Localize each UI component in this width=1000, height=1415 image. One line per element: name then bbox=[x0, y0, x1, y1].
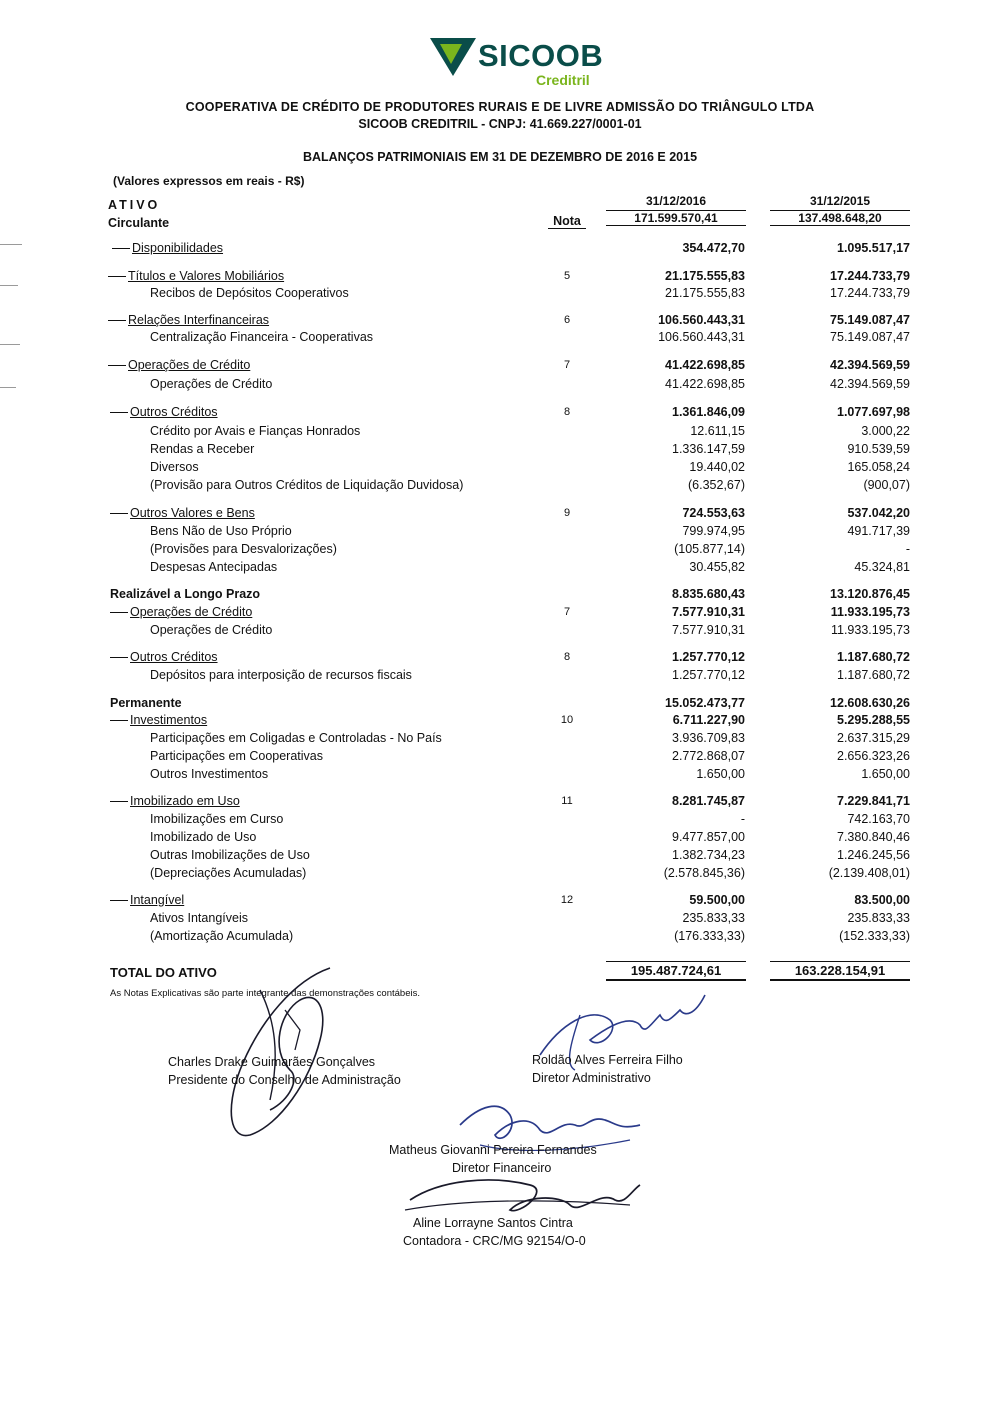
value-2015: 910.539,59 bbox=[847, 442, 910, 456]
value-2015: 1.077.697,98 bbox=[837, 405, 910, 419]
row-ativos-intangiveis bbox=[0, 911, 1000, 929]
value-2016: 7.577.910,31 bbox=[672, 605, 745, 619]
row-investimentos bbox=[0, 713, 1000, 731]
value-2016: 1.650,00 bbox=[696, 767, 745, 781]
value-2016: 3.936.709,83 bbox=[672, 731, 745, 745]
row-imobilizado-uso bbox=[0, 794, 1000, 812]
row-label: Imobilizações em Curso bbox=[150, 812, 284, 826]
value-2016: 799.974,95 bbox=[682, 524, 745, 538]
value-2016: (2.578.845,36) bbox=[663, 866, 745, 880]
total-label: TOTAL DO ATIVO bbox=[110, 965, 217, 980]
value-2015: (900,07) bbox=[863, 478, 910, 492]
row-label: Imobilizado de Uso bbox=[150, 830, 257, 844]
value-2015: 1.187.680,72 bbox=[837, 650, 910, 664]
row-label: Operações de Crédito bbox=[110, 605, 252, 619]
value-2016: 724.553,63 bbox=[682, 506, 745, 520]
row-label: Depósitos para interposição de recursos fiscais bbox=[150, 668, 412, 682]
sicoob-logo bbox=[428, 34, 628, 90]
total-2016: 195.487.724,61 bbox=[606, 961, 746, 981]
row-label: Outros Créditos bbox=[110, 405, 218, 419]
row-provisoes-desvalorizacoes bbox=[0, 542, 1000, 560]
row-label: (Amortização Acumulada) bbox=[150, 929, 294, 943]
document-title: BALANÇOS PATRIMONIAIS EM 31 DE DEZEMBRO DE 2016 E 2015 bbox=[302, 150, 698, 164]
value-2015: 42.394.569,59 bbox=[830, 358, 910, 372]
value-2016: 9.477.857,00 bbox=[672, 830, 745, 844]
value-2015: 11.933.195,73 bbox=[830, 623, 910, 637]
signatory-role: Diretor Financeiro bbox=[452, 1161, 552, 1175]
value-2015: 13.120.876,45 bbox=[830, 587, 910, 601]
row-lp-operacoes-credito bbox=[0, 605, 1000, 623]
sicoob-logo-icon bbox=[428, 34, 478, 78]
row-realizavel-longo-prazo bbox=[0, 587, 1000, 605]
row-label: Ativos Intangíveis bbox=[150, 911, 248, 925]
row-nota: 12 bbox=[560, 894, 574, 906]
row-nota: 6 bbox=[563, 314, 571, 326]
value-2015: 491.717,39 bbox=[847, 524, 910, 538]
section-circulante: Circulante bbox=[108, 216, 170, 230]
row-nota: 8 bbox=[563, 651, 571, 663]
signatory-role: Diretor Administrativo bbox=[532, 1071, 651, 1085]
row-nota: 8 bbox=[563, 406, 571, 418]
row-label: Títulos e Valores Mobiliários bbox=[108, 269, 284, 283]
row-recibos bbox=[0, 286, 1000, 304]
value-2016: - bbox=[740, 812, 745, 826]
row-label: (Depreciações Acumuladas) bbox=[150, 866, 307, 880]
value-2016: 106.560.443,31 bbox=[658, 330, 745, 344]
row-permanente bbox=[0, 696, 1000, 714]
value-2015: 11.933.195,73 bbox=[830, 605, 910, 619]
company-cnpj: SICOOB CREDITRIL - CNPJ: 41.669.227/0001-01 bbox=[358, 117, 642, 131]
signatory-name: Roldão Alves Ferreira Filho bbox=[532, 1053, 683, 1067]
value-2016: 106.560.443,31 bbox=[658, 313, 745, 327]
row-nota: 9 bbox=[563, 507, 571, 519]
row-titulos bbox=[0, 269, 1000, 287]
row-despesas-antecipadas bbox=[0, 560, 1000, 578]
row-label: Relações Interfinanceiras bbox=[108, 313, 269, 327]
company-name: COOPERATIVA DE CRÉDITO DE PRODUTORES RURAIS E DE LIVRE ADMISSÃO DO TRIÂNGULO LTDA bbox=[185, 100, 815, 114]
footnote: As Notas Explicativas são parte integrante das demonstrações contábeis. bbox=[110, 988, 420, 999]
value-2015: 537.042,20 bbox=[847, 506, 910, 520]
row-label: Operações de Crédito bbox=[108, 358, 250, 372]
row-label: Diversos bbox=[150, 460, 199, 474]
units-note: (Valores expressos em reais - R$) bbox=[113, 174, 305, 188]
value-2016: 6.711.227,90 bbox=[672, 713, 745, 727]
signatory-name: Matheus Giovanni Pereira Fernandes bbox=[389, 1143, 597, 1157]
row-label: Permanente bbox=[110, 696, 182, 710]
value-2015: 1.095.517,17 bbox=[837, 241, 910, 255]
row-relacoes bbox=[0, 313, 1000, 331]
value-2016: 15.052.473,77 bbox=[665, 696, 745, 710]
circulante-total-2015: 137.498.648,20 bbox=[770, 210, 910, 226]
row-nota: 10 bbox=[560, 714, 574, 726]
value-2016: 1.336.147,59 bbox=[672, 442, 745, 456]
row-participacoes-cooperativas bbox=[0, 749, 1000, 767]
value-2016: (176.333,33) bbox=[674, 929, 745, 943]
date-2016-header: 31/12/2016 bbox=[645, 194, 707, 208]
value-2016: 2.772.868,07 bbox=[672, 749, 745, 763]
value-2016: 19.440,02 bbox=[689, 460, 745, 474]
total-ativo-row bbox=[0, 965, 1000, 985]
row-label: Participações em Cooperativas bbox=[150, 749, 323, 763]
value-2016: 21.175.555,83 bbox=[665, 269, 745, 283]
signatory-role: Presidente do Conselho de Administração bbox=[168, 1073, 401, 1087]
total-2015: 163.228.154,91 bbox=[770, 961, 910, 981]
value-2016: 7.577.910,31 bbox=[672, 623, 745, 637]
value-2016: 41.422.698,85 bbox=[665, 358, 745, 372]
row-label: Rendas a Receber bbox=[150, 442, 255, 456]
row-bens-nao-uso bbox=[0, 524, 1000, 542]
row-operacoes-credito bbox=[0, 358, 1000, 376]
value-2016: 235.833,33 bbox=[682, 911, 745, 925]
value-2015: 2.656.323,26 bbox=[837, 749, 910, 763]
row-depreciacoes bbox=[0, 866, 1000, 884]
value-2016: 8.835.680,43 bbox=[672, 587, 745, 601]
row-label: Outros Investimentos bbox=[150, 767, 269, 781]
value-2015: (2.139.408,01) bbox=[828, 866, 910, 880]
row-rendas bbox=[0, 442, 1000, 460]
value-2016: 1.361.846,09 bbox=[672, 405, 745, 419]
value-2016: 21.175.555,83 bbox=[665, 286, 745, 300]
section-ativo: ATIVO bbox=[108, 198, 161, 212]
value-2015: - bbox=[905, 542, 910, 556]
row-imobilizado-de-uso bbox=[0, 830, 1000, 848]
value-2015: 1.187.680,72 bbox=[837, 668, 910, 682]
value-2015: 83.500,00 bbox=[854, 893, 910, 907]
logo-sub: Creditril bbox=[536, 72, 590, 88]
row-disponibilidades bbox=[0, 241, 1000, 259]
row-label: Realizável a Longo Prazo bbox=[110, 587, 261, 601]
row-label: Despesas Antecipadas bbox=[150, 560, 278, 574]
row-nota: 5 bbox=[563, 270, 571, 282]
value-2015: 45.324,81 bbox=[854, 560, 910, 574]
value-2015: 165.058,24 bbox=[847, 460, 910, 474]
logo-brand: SICOOB bbox=[478, 38, 604, 73]
row-label: Operações de Crédito bbox=[150, 377, 273, 391]
value-2016: 30.455,82 bbox=[689, 560, 745, 574]
value-2016: 41.422.698,85 bbox=[665, 377, 745, 391]
value-2015: 235.833,33 bbox=[847, 911, 910, 925]
row-lp-outros-creditos bbox=[0, 650, 1000, 668]
row-label: Intangível bbox=[110, 893, 184, 907]
value-2015: 1.246.245,56 bbox=[837, 848, 910, 862]
value-2016: 12.611,15 bbox=[690, 424, 745, 438]
row-nota: 7 bbox=[563, 606, 571, 618]
row-label: Outros Créditos bbox=[110, 650, 218, 664]
row-label: Disponibilidades bbox=[112, 241, 223, 255]
value-2015: 7.229.841,71 bbox=[837, 794, 910, 808]
value-2015: 17.244.733,79 bbox=[830, 286, 910, 300]
nota-header: Nota bbox=[548, 214, 586, 229]
value-2015: 2.637.315,29 bbox=[837, 731, 910, 745]
circulante-total-2016: 171.599.570,41 bbox=[606, 210, 746, 226]
value-2016: 1.257.770,12 bbox=[672, 650, 745, 664]
row-imobilizacoes-curso bbox=[0, 812, 1000, 830]
value-2016: 354.472,70 bbox=[682, 241, 745, 255]
row-centralizacao bbox=[0, 330, 1000, 348]
date-2015-header: 31/12/2015 bbox=[809, 194, 871, 208]
row-label: (Provisão para Outros Créditos de Liquidação Duvidosa) bbox=[150, 478, 464, 492]
value-2015: 7.380.840,46 bbox=[837, 830, 910, 844]
row-label: Outros Valores e Bens bbox=[110, 506, 255, 520]
row-avais bbox=[0, 424, 1000, 442]
row-lp-operacoes-credito-detail bbox=[0, 623, 1000, 641]
row-nota: 11 bbox=[561, 795, 573, 807]
value-2016: (6.352,67) bbox=[688, 478, 745, 492]
row-provisao-creditos bbox=[0, 478, 1000, 496]
row-depositos-fiscais bbox=[0, 668, 1000, 686]
row-label: Operações de Crédito bbox=[150, 623, 273, 637]
value-2016: 8.281.745,87 bbox=[672, 794, 745, 808]
value-2015: 75.149.087,47 bbox=[830, 330, 910, 344]
row-outros-valores bbox=[0, 506, 1000, 524]
row-label: Participações em Coligadas e Controladas - No País bbox=[150, 731, 442, 745]
row-label: (Provisões para Desvalorizações) bbox=[150, 542, 337, 556]
value-2015: 12.608.630,26 bbox=[830, 696, 910, 710]
value-2015: 75.149.087,47 bbox=[830, 313, 910, 327]
row-operacoes-credito-detail bbox=[0, 377, 1000, 395]
value-2016: 59.500,00 bbox=[689, 893, 745, 907]
row-coligadas bbox=[0, 731, 1000, 749]
row-nota: 7 bbox=[563, 359, 571, 371]
row-amortizacao bbox=[0, 929, 1000, 947]
row-intangivel bbox=[0, 893, 1000, 911]
value-2016: (105.877,14) bbox=[674, 542, 745, 556]
value-2015: 1.650,00 bbox=[861, 767, 910, 781]
signatory-role: Contadora - CRC/MG 92154/O-0 bbox=[403, 1234, 586, 1248]
row-outros-creditos bbox=[0, 405, 1000, 423]
value-2016: 1.257.770,12 bbox=[672, 668, 745, 682]
value-2015: (152.333,33) bbox=[839, 929, 910, 943]
value-2016: 1.382.734,23 bbox=[672, 848, 745, 862]
value-2015: 3.000,22 bbox=[861, 424, 910, 438]
row-diversos bbox=[0, 460, 1000, 478]
signatory-name: Aline Lorrayne Santos Cintra bbox=[413, 1216, 573, 1230]
row-label: Centralização Financeira - Cooperativas bbox=[150, 330, 374, 344]
value-2015: 5.295.288,55 bbox=[837, 713, 910, 727]
row-label: Investimentos bbox=[110, 713, 207, 727]
row-label: Bens Não de Uso Próprio bbox=[150, 524, 292, 538]
value-2015: 17.244.733,79 bbox=[830, 269, 910, 283]
row-label: Imobilizado em Uso bbox=[110, 794, 240, 808]
row-outros-investimentos bbox=[0, 767, 1000, 785]
value-2015: 742.163,70 bbox=[847, 812, 910, 826]
row-label: Recibos de Depósitos Cooperativos bbox=[150, 286, 349, 300]
row-label: Outras Imobilizações de Uso bbox=[150, 848, 310, 862]
value-2015: 42.394.569,59 bbox=[830, 377, 910, 391]
row-label: Crédito por Avais e Fianças Honrados bbox=[150, 424, 361, 438]
row-outras-imobilizacoes bbox=[0, 848, 1000, 866]
signatory-name: Charles Drake Guimarães Gonçalves bbox=[168, 1055, 376, 1069]
